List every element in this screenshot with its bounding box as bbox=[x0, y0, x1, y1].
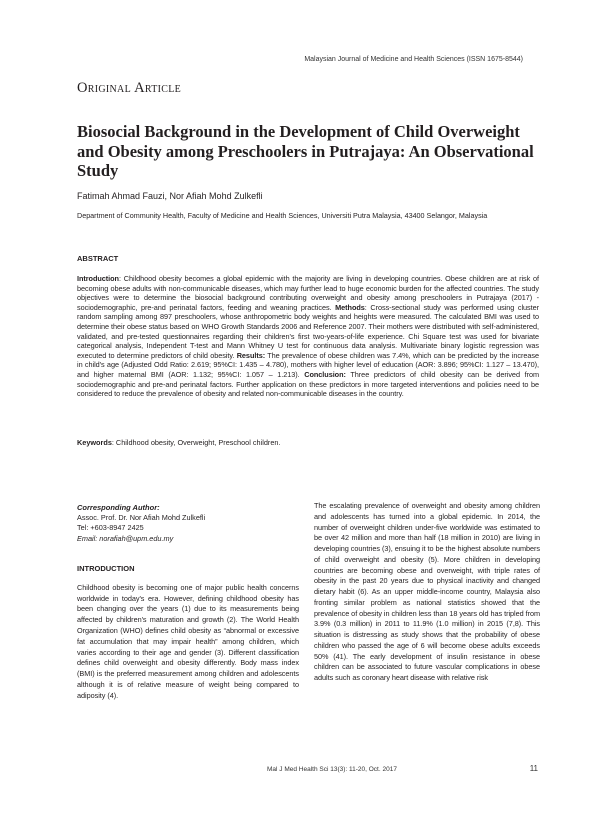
corresponding-author-tel: Tel: +603-8947 2425 bbox=[77, 523, 144, 533]
article-type: Original Article bbox=[77, 80, 182, 96]
results-label: Results: bbox=[236, 350, 266, 360]
keywords-label: Keywords bbox=[77, 438, 112, 447]
left-column bbox=[77, 503, 299, 702]
email-address[interactable]: : norafiah@upm.edu.my bbox=[95, 533, 174, 543]
email-label: Email bbox=[77, 533, 96, 543]
conclusion-text: Three predictors of child obesity can be derived from sociodemographic and pre-and perinatal factors. Further application on these predictors in more targeted interventions and policies need to be considered to reduce the prevalence of obesity and related non-communicable diseases in the country. bbox=[77, 369, 539, 399]
intro-text: : Childhood obesity becomes a global epidemic with the majority are living in developing countries. Obese children are at risk of becoming obese adults with non-communicable diseases, which may further lead to huge economic burden for the affected countries. The study objectives were to determine the biosocial background contributing overweight and obesity among preschoolers in Putrajaya (2017) - sociodemographic, pre-and perinatal factors, feeding and weaning practices. bbox=[77, 274, 539, 312]
methods-label: Methods bbox=[335, 302, 365, 312]
intro-label: Introduction bbox=[77, 274, 119, 283]
right-column bbox=[314, 501, 540, 684]
results-text: The prevalence of obese children was 7.4%, which can be predicted by the increase in child's age (Adjusted Odd Ratio: 2.619; 95%CI: 1.435 – 4.780), mothers with higher level of education (AOR: 3.896; 95%CI: 1.127 – 13.470), and higher maternal BMI (AOR: 1.132; 95%CI: 1.057 – 1.213). bbox=[77, 350, 539, 379]
authors: Fatimah Ahmad Fauzi, Nor Afiah Mohd Zulkefli bbox=[77, 191, 263, 201]
keywords bbox=[77, 438, 539, 447]
journal-header: Malaysian Journal of Medicine and Health Sciences (ISSN 1675-8544) bbox=[304, 56, 523, 63]
corresponding-author-name: Assoc. Prof. Dr. Nor Afiah Mohd Zulkefli bbox=[77, 513, 206, 522]
introduction-left-text: Childhood obesity is becoming one of major public health concerns worldwide in today's era. However, defining childhood obesity has been changing over the years (1) due to its measurements being affected by children's maturation and growth (2). The World Health Organization (WHO) defines child obesity as “abnormal or excessive fat accumulation that may impair health” among children, which varies according to their age and gender (3). Different classification defines child overweight and obesity differently. Body mass index (BMI) is the preferred measurement among children and adolescents although it is of relative measure of weight being compared to adiposity (4). bbox=[77, 582, 299, 700]
footer-citation: Mal J Med Health Sci 13(3): 11-20, Oct. 2017 bbox=[267, 766, 397, 773]
affiliation: Department of Community Health, Faculty of Medicine and Health Sciences, Universiti Putra Malaysia, 43400 Selangor, Malaysia bbox=[77, 211, 488, 220]
corresponding-author-title: Corresponding Author: bbox=[77, 503, 160, 512]
conclusion-label: Conclusion: bbox=[304, 369, 346, 379]
article-title: Biosocial Background in the Development of Child Overweight and Obesity among Preschoolers in Putrajaya: An Observational Study bbox=[77, 122, 534, 180]
keywords-text: : Childhood obesity, Overweight, Preschool children. bbox=[111, 438, 281, 447]
corresponding-author-email bbox=[77, 534, 299, 544]
methods-text: : Cross-sectional study was performed using cluster random sampling among 897 preschoolers, whose anthropometric body weights and heights were measured. The calculated BMI was used to determine their obese status based on WHO Growth Standards 2006 and Reference 2007. Their mothers were distributed with self-administered, validated, and pre-tested questionnaires regarding their children's first two-years-of-life experience. Chi Square test was used for bivariate categorical analysis, Independent T-test and Mann Whitney U test for continuous data analysis. Multivariate binary logistic regression was executed to determine predictors of child obesity. bbox=[77, 302, 539, 360]
introduction-right-text: The escalating prevalence of overweight and obesity among children and adolescents has turned into a global epidemic. In 2014, the number of overweight children under-five worldwide was estimated to be over 42 million and more than half (18 million in 2010) are living in developing countries (3), ensuing it to be the highest absolute numbers of child overweight and obesity (5). More children in developing countries are becoming obese and overweight, with triple rates of obesity in the past 20 years due to physical inactivity and changed dietary habit (6). As an upper middle-income country, Malaysia also fronting similar problem as national statistics showed that the prevalence of obesity in children less than 18 years old has tripled from 3.9% (0.3 million) in 2011 to 11.9% (1.0 million) in 2015 (7,8). This situation is distressing as study shows that the probability of obese children who passed the age of 6 will become obese adults exceeds 50% (41). The early development of insulin resistance in obese children can be associated to future vascular complications in obese adults such as coronary heart disease with relative risk bbox=[314, 501, 540, 682]
page-number: 11 bbox=[529, 764, 538, 773]
abstract-heading: ABSTRACT bbox=[77, 254, 119, 263]
abstract-body bbox=[77, 274, 539, 399]
introduction-heading: INTRODUCTION bbox=[77, 563, 135, 573]
